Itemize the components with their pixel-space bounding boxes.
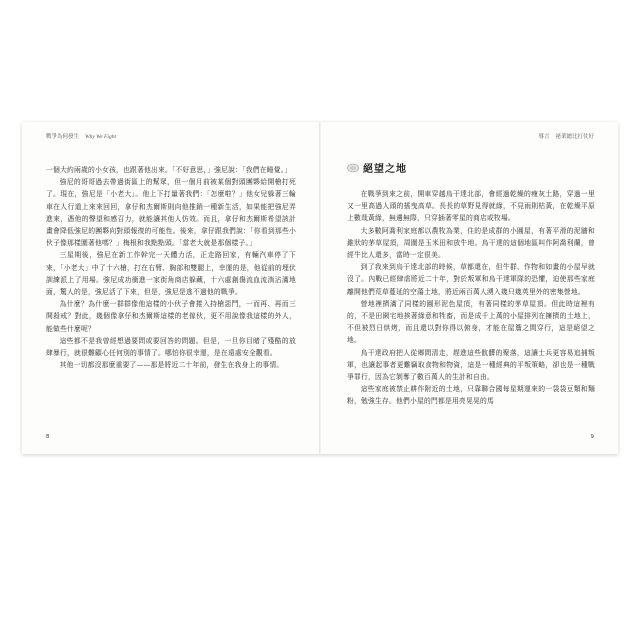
paragraph: 到了我來到烏干達北部的時候，草都還在，但牛群、作物和如畫的小屋早就沒了。內戰已經肆虐將近二十年，對於叛軍和烏干達軍隊的恐懼，迫使那些家庭離開他們荒草蔓延的空蕩土地，將近兩百萬人湧入幾只幾英里外的密集營地。	[347, 263, 595, 296]
paragraph: 這些家庭被禁止耕作附近的土地，只靠聯合國每星期運來的一袋袋豆類和麵粉，勉強生存。他們小屋的門都是用亮晃晃的馬	[347, 385, 595, 406]
running-head-chinese-title: 戰爭為何發生	[46, 134, 80, 140]
paragraph: 大多數阿喬利家庭都以農牧為業，住的是成群的小圓屋，有著平滑的泥牆和錐狀的茅草屋頂，周圍是玉米田和放牛地。烏干達的這個地區叫作阿喬利蘭，曾經牛比人還多，當時一定很美。	[347, 226, 595, 260]
paragraph: 營地裡擠滿了同樣的圓形泥色屋頂，有著同樣的茅草屋頂。但此時這裡有的，不是田園宅地挨著綠意和牲畜，而是成千上萬的小屋排列在擁擠的土地上，不但被烈日烘烤，而且還以對你得以俯身，才能在屋簷之間穿行，這是絕望之地。	[347, 299, 595, 345]
paragraph: 這些都不是我曾經想過要問或要回答的問題。但是，一旦你目睹了殘酷的放肆暴行，就很難顧心任何別的事情了。哪怕你很幸運，是在遠處安全觀看。	[46, 336, 296, 358]
section-title: 絕望之地	[363, 164, 407, 175]
left-page-body	[46, 164, 296, 371]
running-head-left	[46, 132, 116, 140]
running-head-right	[538, 132, 594, 140]
paragraph: 為什麼？為什麼一群群像他這樣的小伙子會捲入持槍惡鬥，一而再、再而三開殺戒？對此，幾個像拿仔和杰爾斯這樣的老傢伙，更不用說像我這樣的外人，能做些什麼呢？	[46, 300, 296, 333]
right-page	[321, 122, 618, 454]
paragraph: 三星期後，強尼在新工作幹完一天體力活，正走路回家，有輛汽車停了下來，「小老大」中了十六槍，打在右臂、胸部和雙腿上，幸運的是，他從前的埋伏訓練派上了用場。強尼成功衝進一家街角商店躲藏，十六處創傷流血流淌沾滿地面，驚人的是，強尼活了下來，但是，強尼是逃不過他的戰爭。	[46, 251, 296, 297]
left-page	[22, 122, 319, 454]
book-spread	[22, 122, 618, 454]
running-head-chapter-title: 祕業總比打仗好	[555, 134, 594, 140]
running-head-section: 導言	[538, 134, 550, 140]
paragraph: 烏干達政府把人從鄉間清走，趕進這些骯髒的聚落，這讓士兵更容易追捕叛軍，也讓起事者更難竊取食物和物資，這是一種經典的平叛策略，卻也是一種戰爭罪行，因為它剝奪了數百萬人的生計和自由。	[347, 348, 595, 382]
section-heading	[347, 160, 407, 175]
paragraph: 其他一切都沒那麼重要了——那是將近二十年前，發生在我身上的事情。	[59, 361, 284, 370]
section-ornament-icon	[347, 163, 359, 173]
right-page-body	[347, 188, 595, 408]
paragraph: 在戰爭到來之前，開車穿越烏干達北部，會經過乾燥的瘦灰土路，穿過一里又一里高過人頭的搖曳高草。長長的草野見得就綠，不見雨則枯黃，在乾燥平原上數哉黃綠，無邊無際，只穿插著零星的商店或牧場。	[347, 190, 595, 223]
paragraph: 強尼的哥哥過去帶過街區上的幫眾，但一個月前被某個對頭團夥給開槍打死了。現在，強尼是「小老大」。他上下打量著我們：「怎麼啦？」他女兒躲著三輪車在人行道上來來回回，拿仔和杰爾斯則向他推銷一種新生活，如果能把強尼弄進來，憑他的聲望和感召力，就能讓其他人仿效。而且，拿仔和杰爾斯希望該計畫會降低強尼的團夥向對頭報復的可能性。後來，拿仔跟我們說：「你看到那些小伙子像那樣圍著他嗎？」梅根和我點點頭。「當老大就是那個樣子。」	[46, 178, 296, 248]
paragraph: 一個大約兩歲的小女孩，也跟著他出來。「不好意思，」強尼說：「我們在睡覺。」	[46, 166, 292, 174]
page-number-left: 8	[46, 434, 50, 440]
page-number-right: 9	[590, 434, 594, 440]
running-head-english-title: Why We Fight	[85, 134, 116, 140]
